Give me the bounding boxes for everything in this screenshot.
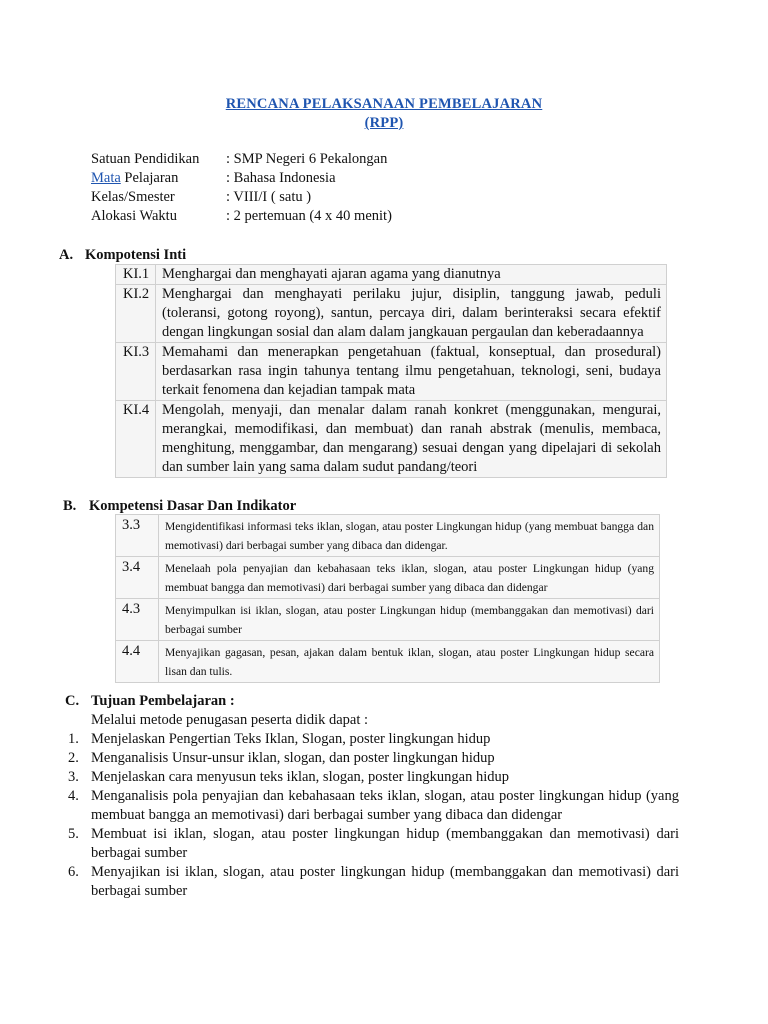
list-item [68, 787, 679, 825]
learning-goals-list [68, 730, 679, 901]
kd-text: Menyimpulkan isi iklan, slogan, atau poster Lingkungan hidup (membanggakan dan memotivasi) dari berbagai sumber [159, 599, 660, 641]
list-number: 2. [68, 750, 79, 766]
meta-row-mapel [91, 169, 491, 188]
meta-label-text: Alokasi Waktu [91, 208, 177, 224]
ki-text: Mengolah, menyaji, dan menalar dalam ranah konkret (menggunakan, mengurai, merangkai, memodifikasi, dan membuat) dan ranah abstrak (menulis, membaca, menghitung, menggambar, dan mengarang) sesuai dengan yang dipelajari di sekolah dan sumber lain yang sama dalam sudut pandang/teori [156, 401, 667, 478]
table-row [116, 343, 667, 401]
meta-value: : VIII/I ( satu ) [226, 189, 312, 205]
list-number: 5. [68, 826, 79, 842]
list-text: Menyajikan isi iklan, slogan, atau poster lingkungan hidup (membanggakan dan memotivasi) dari berbagai sumber [91, 864, 679, 899]
list-text: Menjelaskan Pengertian Teks Iklan, Slogan, poster lingkungan hidup [91, 731, 491, 747]
table-row [116, 515, 660, 557]
ki-code: KI.4 [116, 401, 156, 478]
kompetensi-inti-table [115, 264, 667, 478]
list-number: 6. [68, 864, 79, 880]
list-item [68, 730, 679, 749]
section-a-heading [59, 246, 186, 265]
kd-code: 3.4 [116, 557, 159, 599]
meta-label-text: Pelajaran [120, 170, 179, 186]
ki-code: KI.1 [116, 265, 156, 285]
ki-code: KI.3 [116, 343, 156, 401]
ki-code: KI.2 [116, 285, 156, 343]
ki-text: Memahami dan menerapkan pengetahuan (faktual, konseptual, dan prosedural) berdasarkan rasa ingin tahunya tentang ilmu pengetahuan, teknologi, seni, budaya terkait fenomena dan kejadian tampak mata [156, 343, 667, 401]
section-c-heading [65, 692, 235, 711]
meta-label-text: Satuan Pendidikan [91, 151, 200, 167]
table-row [116, 599, 660, 641]
list-number: 3. [68, 769, 79, 785]
section-title: Kompotensi Inti [85, 247, 187, 263]
meta-label [91, 150, 199, 169]
kompetensi-dasar-table [115, 514, 660, 683]
list-text: Menganalisis Unsur-unsur iklan, slogan, dan poster lingkungan hidup [91, 750, 495, 766]
list-item [68, 825, 679, 863]
meta-row-kelas [91, 188, 491, 207]
table-row [116, 557, 660, 599]
list-number: 1. [68, 731, 79, 747]
meta-row-satuan [91, 150, 491, 169]
meta-label-link[interactable]: Mata [91, 170, 121, 186]
list-text: Menganalisis pola penyajian dan kebahasaan teks iklan, slogan, atau poster lingkungan hidup (yang membuat bangga an memotivasi) dari berbagai sumber yang dibaca dan didengar [91, 788, 679, 823]
table-row [116, 285, 667, 343]
meta-label [91, 207, 177, 226]
list-item [68, 768, 679, 787]
kd-text: Menyajikan gagasan, pesan, ajakan dalam bentuk iklan, slogan, atau poster Lingkungan hidup secara lisan dan tulis. [159, 641, 660, 683]
meta-value: : Bahasa Indonesia [226, 170, 336, 186]
section-title: Tujuan Pembelajaran : [91, 693, 235, 709]
document-title: RENCANA PELAKSANAAN PEMBELAJARAN [225, 96, 543, 112]
section-letter: B. [63, 498, 77, 514]
list-text: Menjelaskan cara menyusun teks iklan, slogan, poster lingkungan hidup [91, 769, 509, 785]
meta-label [91, 169, 178, 188]
kd-text: Menelaah pola penyajian dan kebahasaan teks iklan, slogan, atau poster Lingkungan hidup (yang membuat bangga dan memotivasi) dari berbagai sumber yang dibaca dan didengar [159, 557, 660, 599]
list-text: Membuat isi iklan, slogan, atau poster lingkungan hidup (membanggakan dan memotivasi) dari berbagai sumber [91, 826, 679, 861]
ki-text: Menghargai dan menghayati perilaku jujur, disiplin, tanggung jawab, peduli (toleransi, gotong royong), santun, percaya diri, dalam berinteraksi secara efektif dengan lingkungan sosial dan alam dalam jangkauan pergaulan dan keberadaannya [156, 285, 667, 343]
meta-label-text: Kelas/Smester [91, 189, 175, 205]
list-number: 4. [68, 788, 79, 804]
section-letter: A. [59, 247, 74, 263]
section-c-intro: Melalui metode penugasan peserta didik dapat : [91, 712, 369, 728]
list-item [68, 863, 679, 901]
kd-code: 3.3 [116, 515, 159, 557]
list-item [68, 749, 679, 768]
meta-label [91, 188, 175, 207]
meta-value: : 2 pertemuan (4 x 40 menit) [226, 208, 392, 224]
section-title: Kompetensi Dasar Dan Indikator [89, 498, 297, 514]
meta-value: : SMP Negeri 6 Pekalongan [226, 151, 388, 167]
kd-code: 4.3 [116, 599, 159, 641]
document-subtitle: (RPP) [364, 115, 404, 131]
table-row [116, 641, 660, 683]
ki-text: Menghargai dan menghayati ajaran agama yang dianutnya [156, 265, 667, 285]
identity-block [91, 150, 491, 226]
table-row [116, 265, 667, 285]
section-letter: C. [65, 693, 80, 709]
table-row [116, 401, 667, 478]
kd-code: 4.4 [116, 641, 159, 683]
meta-row-waktu [91, 207, 491, 226]
kd-text: Mengidentifikasi informasi teks iklan, slogan, atau poster Lingkungan hidup (yang membuat bangga dan memotivasi) dari berbagai sumber yang dibaca dan didengar. [159, 515, 660, 557]
